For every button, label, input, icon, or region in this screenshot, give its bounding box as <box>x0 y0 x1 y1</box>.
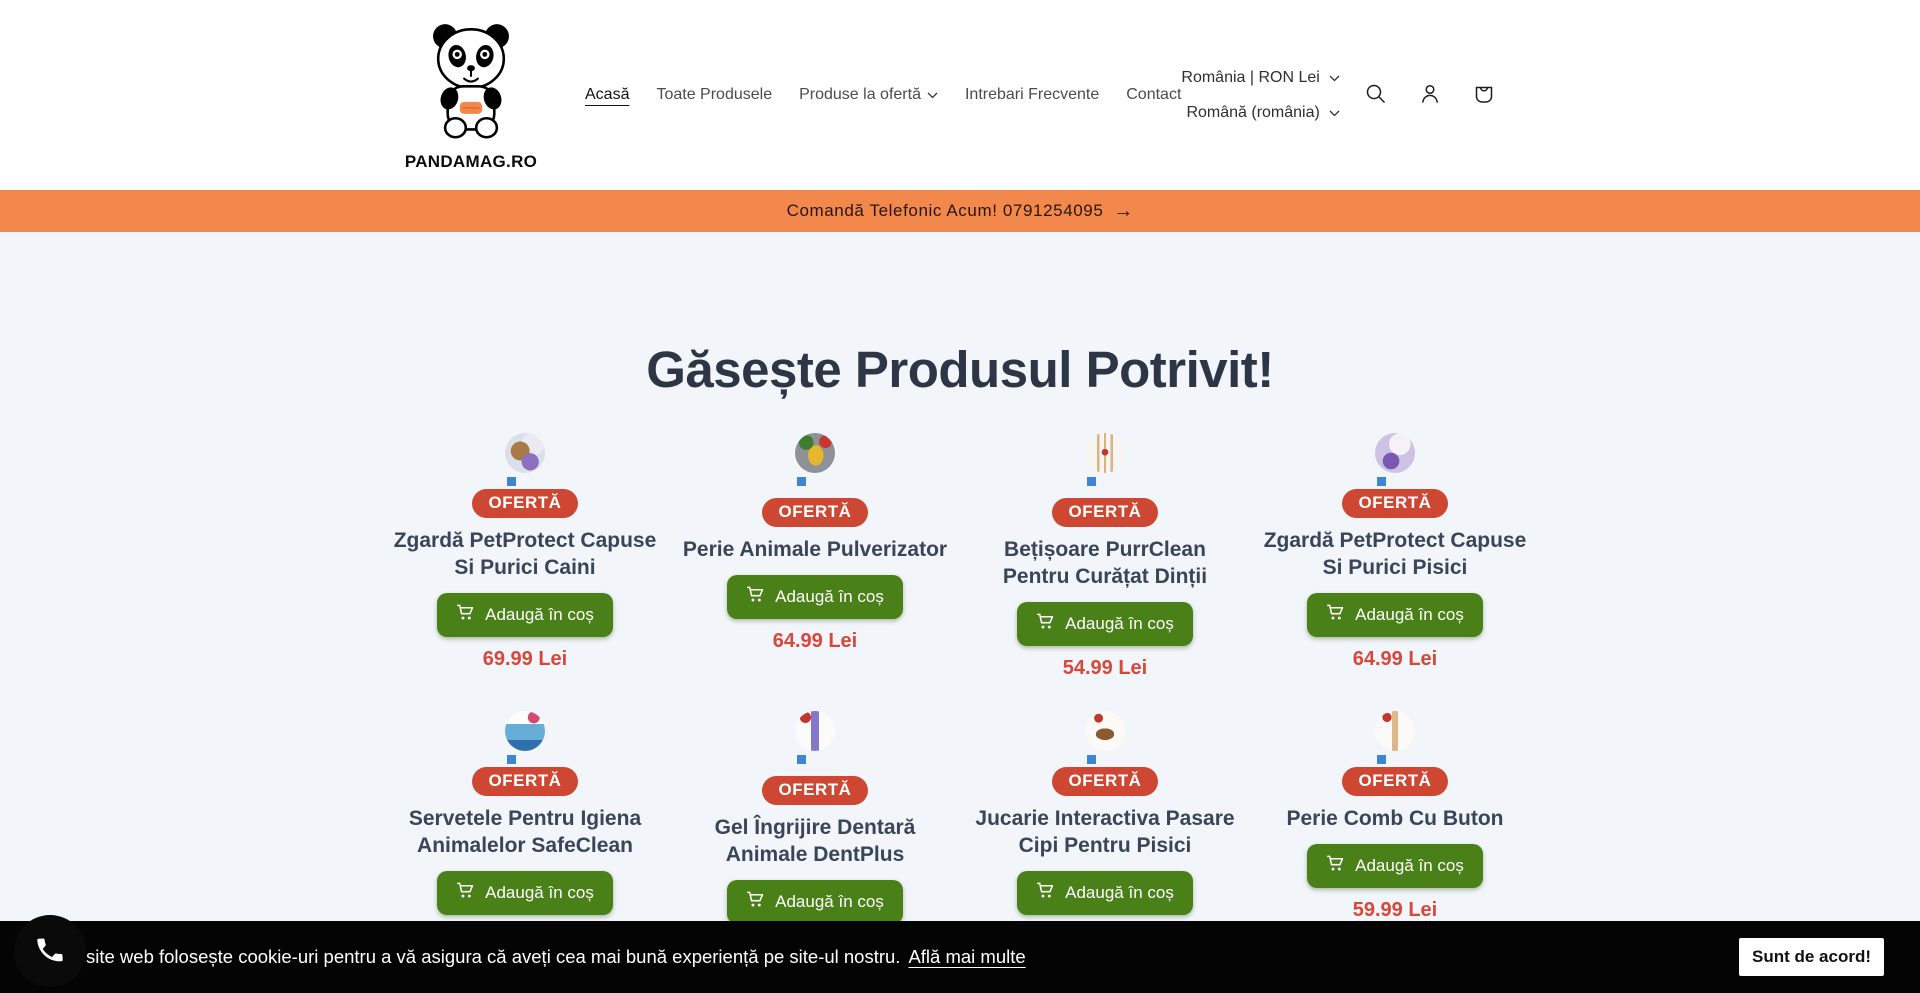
announcement-bar[interactable] <box>0 190 1920 232</box>
sale-badge: OFERTĂ <box>472 489 579 518</box>
blue-marker <box>1087 477 1096 486</box>
cart-button[interactable] <box>1462 73 1506 117</box>
cart-icon <box>456 881 475 905</box>
main-content <box>0 340 1920 959</box>
product-card <box>380 433 670 681</box>
account-icon <box>1418 82 1442 109</box>
phone-icon <box>34 934 66 969</box>
chevron-down-icon <box>1329 104 1340 122</box>
cart-icon <box>1036 881 1055 905</box>
cart-icon <box>1326 603 1345 627</box>
product-title[interactable]: Servetele Pentru Igiena Animalelor SafeClean <box>408 807 642 857</box>
sale-badge: OFERTĂ <box>1052 498 1159 527</box>
product-price: 54.99 Lei <box>1062 657 1148 679</box>
add-to-cart-button[interactable]: Adaugă în coș <box>437 871 613 915</box>
add-to-cart-button[interactable]: Adaugă în coș <box>727 880 903 924</box>
sale-badge: OFERTĂ <box>762 776 869 805</box>
cart-icon <box>746 890 765 914</box>
cart-icon <box>1326 854 1345 878</box>
product-image[interactable] <box>1375 711 1415 751</box>
product-image[interactable] <box>795 711 835 751</box>
nav-item-intrebari-frecvente[interactable]: Intrebari Frecvente <box>964 86 1100 103</box>
add-to-cart-button[interactable]: Adaugă în coș <box>1017 871 1193 915</box>
account-button[interactable] <box>1408 73 1452 117</box>
product-price: 59.99 Lei <box>1352 899 1438 921</box>
nav-item-contact[interactable]: Contact <box>1126 86 1182 103</box>
product-title[interactable]: Jucarie Interactiva Pasare Cipi Pentru Pisici <box>975 807 1235 857</box>
logo-text: PANDAMAG.RO <box>404 151 538 171</box>
search-button[interactable] <box>1354 73 1398 117</box>
product-title[interactable]: Perie Animale Pulverizator <box>682 538 948 561</box>
panda-logo-icon <box>419 19 523 150</box>
nav-item-toate-produsele[interactable]: Toate Produsele <box>656 86 773 103</box>
cookie-banner <box>0 921 1920 993</box>
phone-call-fab[interactable] <box>14 915 86 987</box>
blue-marker <box>797 755 806 764</box>
blue-marker <box>507 477 516 486</box>
add-to-cart-button[interactable]: Adaugă în coș <box>1307 844 1483 888</box>
product-title[interactable]: Zgardă PetProtect Capuse Si Purici Caini <box>393 529 657 579</box>
main-nav <box>585 86 1181 104</box>
product-image[interactable] <box>1375 433 1415 473</box>
product-image[interactable] <box>795 433 835 473</box>
product-title[interactable]: Perie Comb Cu Buton <box>1286 807 1504 830</box>
chevron-down-icon <box>927 86 938 104</box>
add-to-cart-button[interactable]: Adaugă în coș <box>1307 593 1483 637</box>
add-to-cart-button[interactable]: Adaugă în coș <box>1017 602 1193 646</box>
product-price: 64.99 Lei <box>1352 648 1438 670</box>
product-title[interactable]: Bețișoare PurrClean Pentru Curățat Dinții <box>1002 538 1208 588</box>
product-title[interactable]: Gel Îngrijire Dentară Animale DentPlus <box>714 816 916 866</box>
product-card <box>960 433 1250 681</box>
blue-marker <box>797 477 806 486</box>
add-to-cart-button[interactable]: Adaugă în coș <box>437 593 613 637</box>
cart-icon <box>1036 612 1055 636</box>
site-header <box>0 0 1920 190</box>
logo[interactable] <box>404 19 538 172</box>
product-image[interactable] <box>505 433 545 473</box>
product-title[interactable]: Zgardă PetProtect Capuse Si Purici Pisici <box>1263 529 1527 579</box>
cookie-text: site web folosește cookie-uri pentru a vă asigura că aveți cea mai bună experiență pe site-ul nostru. <box>86 946 901 967</box>
product-image[interactable] <box>505 711 545 751</box>
cookie-accept-button[interactable]: Sunt de acord! <box>1739 938 1884 976</box>
product-card <box>670 433 960 681</box>
product-image[interactable] <box>1085 433 1125 473</box>
blue-marker <box>507 755 516 764</box>
nav-item-acasa[interactable]: Acasă <box>585 86 630 103</box>
product-price: 69.99 Lei <box>482 648 568 670</box>
country-currency-selector[interactable]: România | RON Lei <box>1181 69 1339 87</box>
add-to-cart-button[interactable]: Adaugă în coș <box>727 575 903 619</box>
sale-badge: OFERTĂ <box>762 498 869 527</box>
chevron-down-icon <box>1329 69 1340 87</box>
product-card <box>1250 433 1540 681</box>
cart-icon <box>746 585 765 609</box>
nav-item-produse-la-oferta[interactable]: Produse la ofertă <box>799 86 938 104</box>
cart-icon <box>456 603 475 627</box>
arrow-right-icon: → <box>1113 199 1134 222</box>
sale-badge: OFERTĂ <box>472 767 579 796</box>
blue-marker <box>1087 755 1096 764</box>
blue-marker <box>1377 755 1386 764</box>
sale-badge: OFERTĂ <box>1342 489 1449 518</box>
sale-badge: OFERTĂ <box>1052 767 1159 796</box>
cart-bag-icon <box>1472 82 1496 109</box>
page-title: Găsește Produsul Potrivit! <box>646 341 1274 398</box>
product-price: 64.99 Lei <box>772 630 858 652</box>
search-icon <box>1364 82 1388 109</box>
product-image[interactable] <box>1085 711 1125 751</box>
cookie-learn-more-link[interactable]: Află mai multe <box>908 946 1026 967</box>
language-selector[interactable]: Română (românia) <box>1186 104 1339 122</box>
blue-marker <box>1377 477 1386 486</box>
sale-badge: OFERTĂ <box>1342 767 1449 796</box>
product-grid <box>380 433 1540 959</box>
announcement-text: Comandă Telefonic Acum! 0791254095 <box>786 201 1104 220</box>
